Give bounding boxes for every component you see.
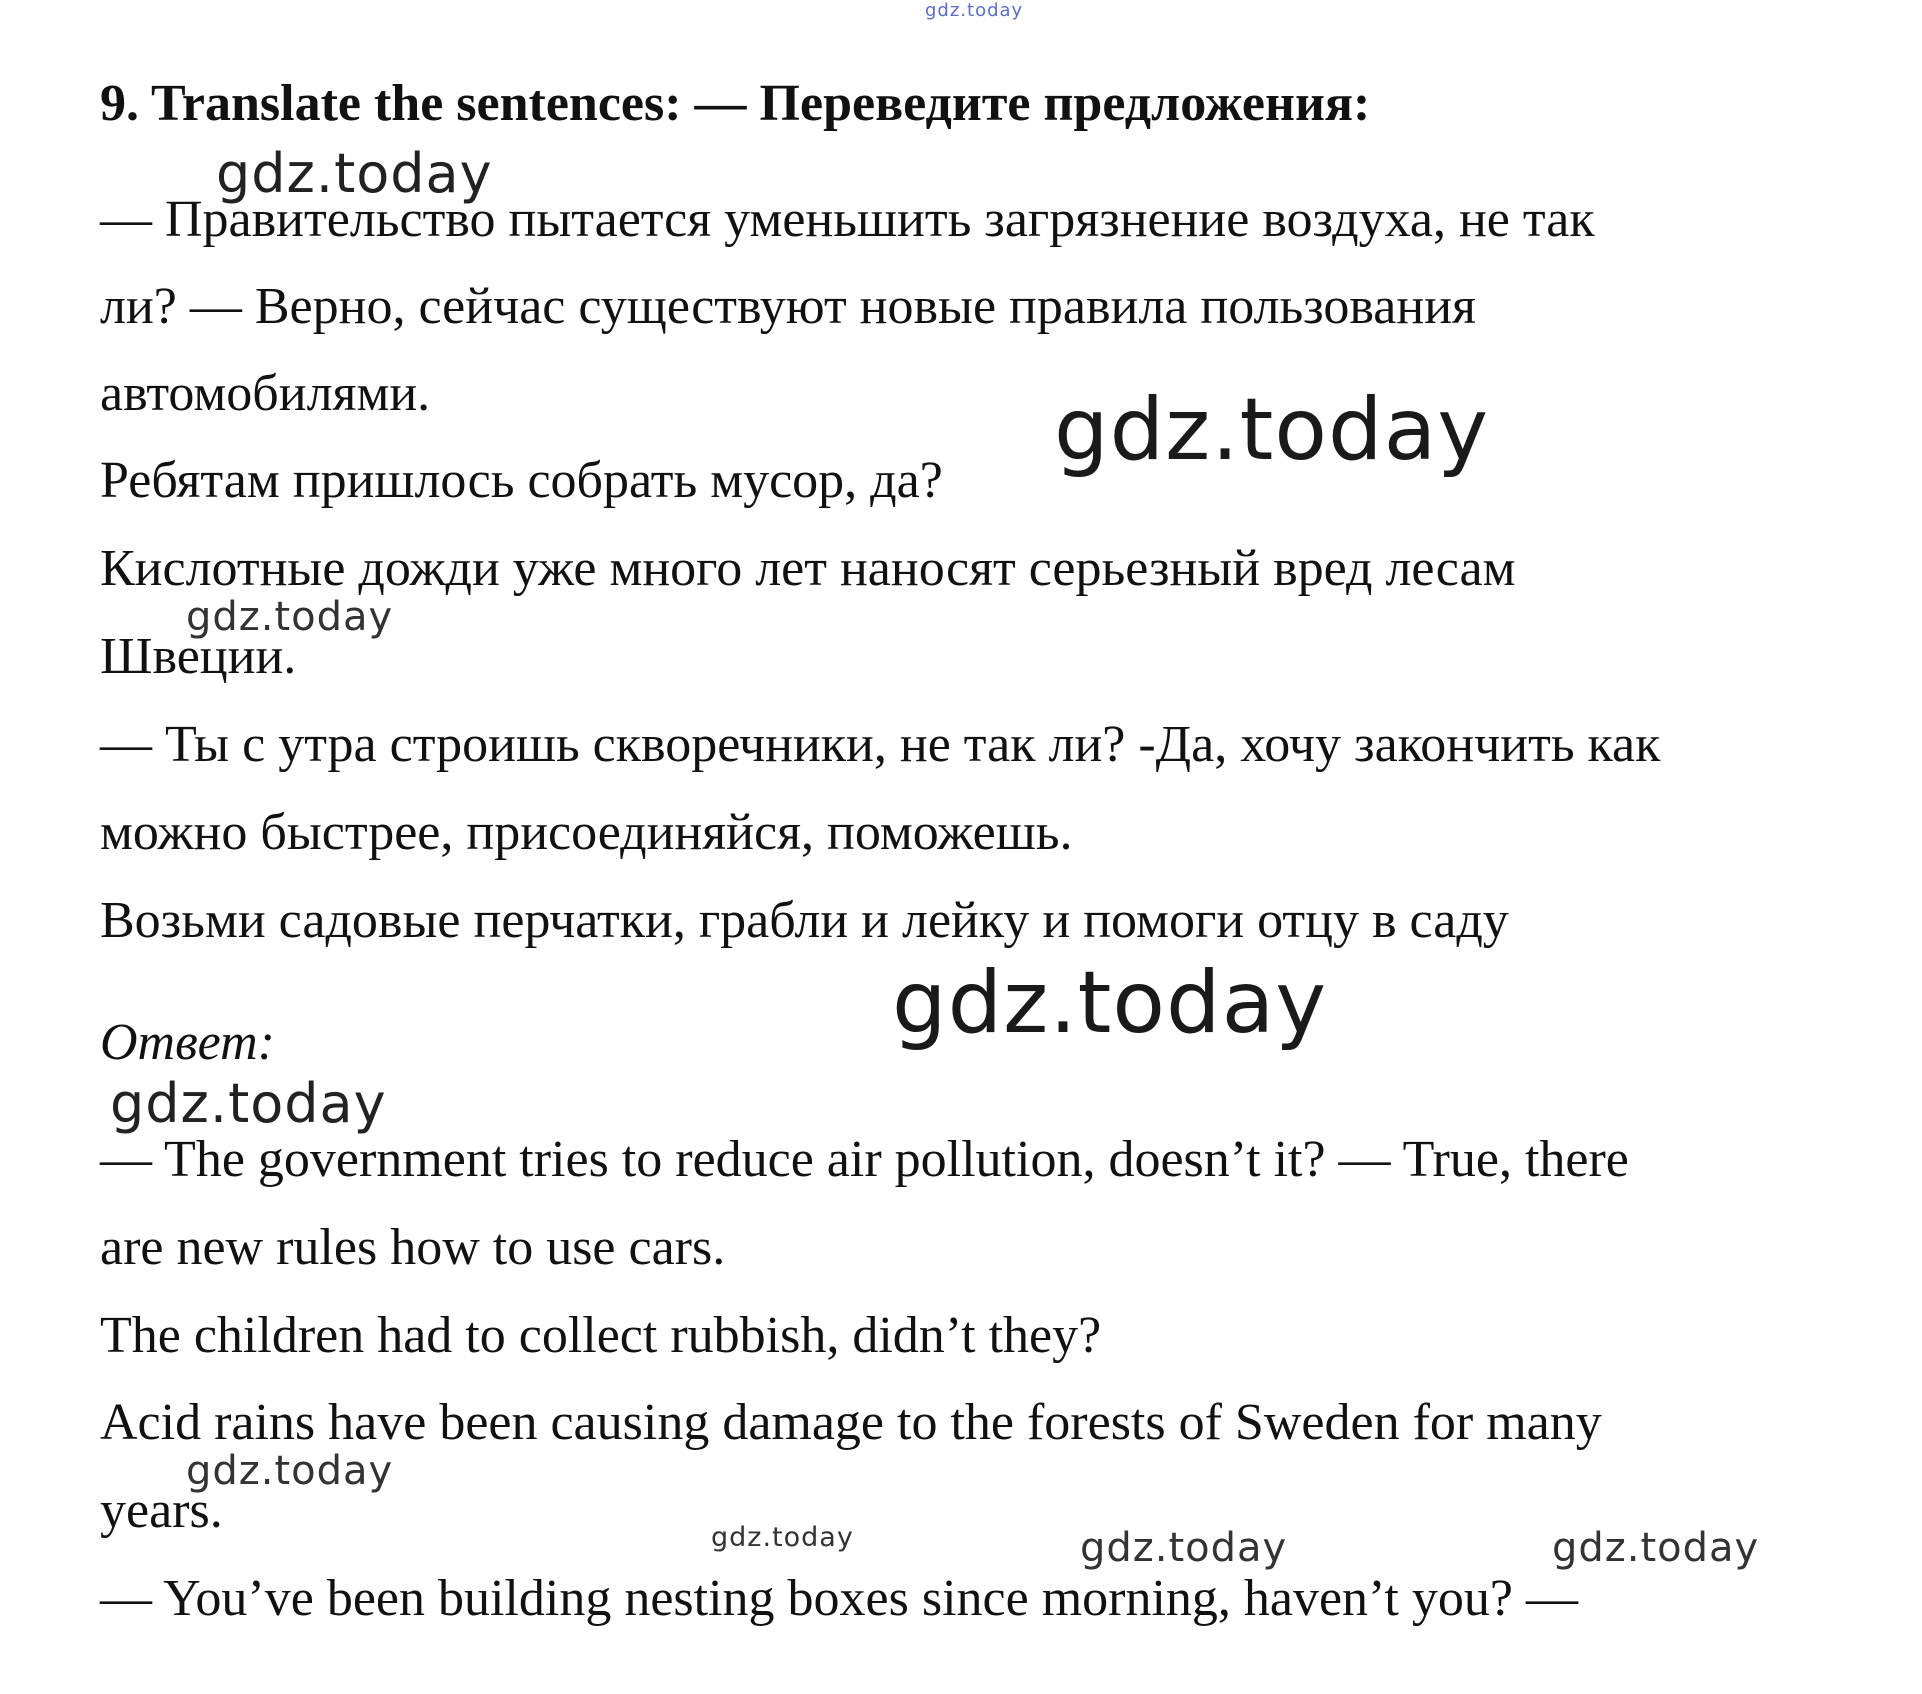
task-line-4: Ребятам пришлось собрать мусор, да? xyxy=(100,452,943,509)
answer-line-3: The children had to collect rubbish, didn’t they? xyxy=(100,1307,1102,1364)
watermark-top: gdz.today xyxy=(925,0,1024,21)
answer-line-4: Acid rains have been causing damage to the forests of Sweden for many xyxy=(100,1394,1602,1451)
task-line-1: — Правительство пытается уменьшить загрязнение воздуха, не так xyxy=(100,191,1595,248)
watermark-1: gdz.today xyxy=(216,142,493,205)
task-line-3: автомобилями. xyxy=(100,365,431,422)
watermark-5: gdz.today xyxy=(110,1072,387,1135)
task-line-5: Кислотные дожди уже много лет наносят серьезный вред лесам xyxy=(100,540,1516,597)
answer-label: Ответ: xyxy=(100,1014,275,1071)
answer-line-5: years. xyxy=(100,1482,223,1539)
task-line-6: Швеции. xyxy=(100,628,297,685)
watermark-6: gdz.today xyxy=(186,1448,394,1494)
watermark-2: gdz.today xyxy=(1054,380,1490,480)
task-line-7: — Ты с утра строишь скворечники, не так ли? -Да, хочу закончить как xyxy=(100,716,1661,773)
watermark-7: gdz.today xyxy=(711,1522,854,1553)
answer-line-2: are new rules how to use cars. xyxy=(100,1219,726,1276)
watermark-4: gdz.today xyxy=(892,953,1328,1053)
task-line-9: Возьми садовые перчатки, грабли и лейку и помоги отцу в саду xyxy=(100,892,1509,949)
answer-line-1: — The government tries to reduce air pollution, doesn’t it? — True, there xyxy=(100,1131,1629,1188)
task-line-2: ли? — Верно, сейчас существуют новые правила пользования xyxy=(100,278,1476,335)
watermark-3: gdz.today xyxy=(186,594,394,640)
watermark-9: gdz.today xyxy=(1552,1525,1760,1571)
answer-line-6: — You’ve been building nesting boxes since morning, haven’t you? — xyxy=(100,1570,1578,1627)
watermark-8: gdz.today xyxy=(1080,1525,1288,1571)
exercise-title: 9. Translate the sentences: — Переведите предложения: xyxy=(100,75,1371,132)
task-line-8: можно быстрее, присоединяйся, поможешь. xyxy=(100,804,1073,861)
